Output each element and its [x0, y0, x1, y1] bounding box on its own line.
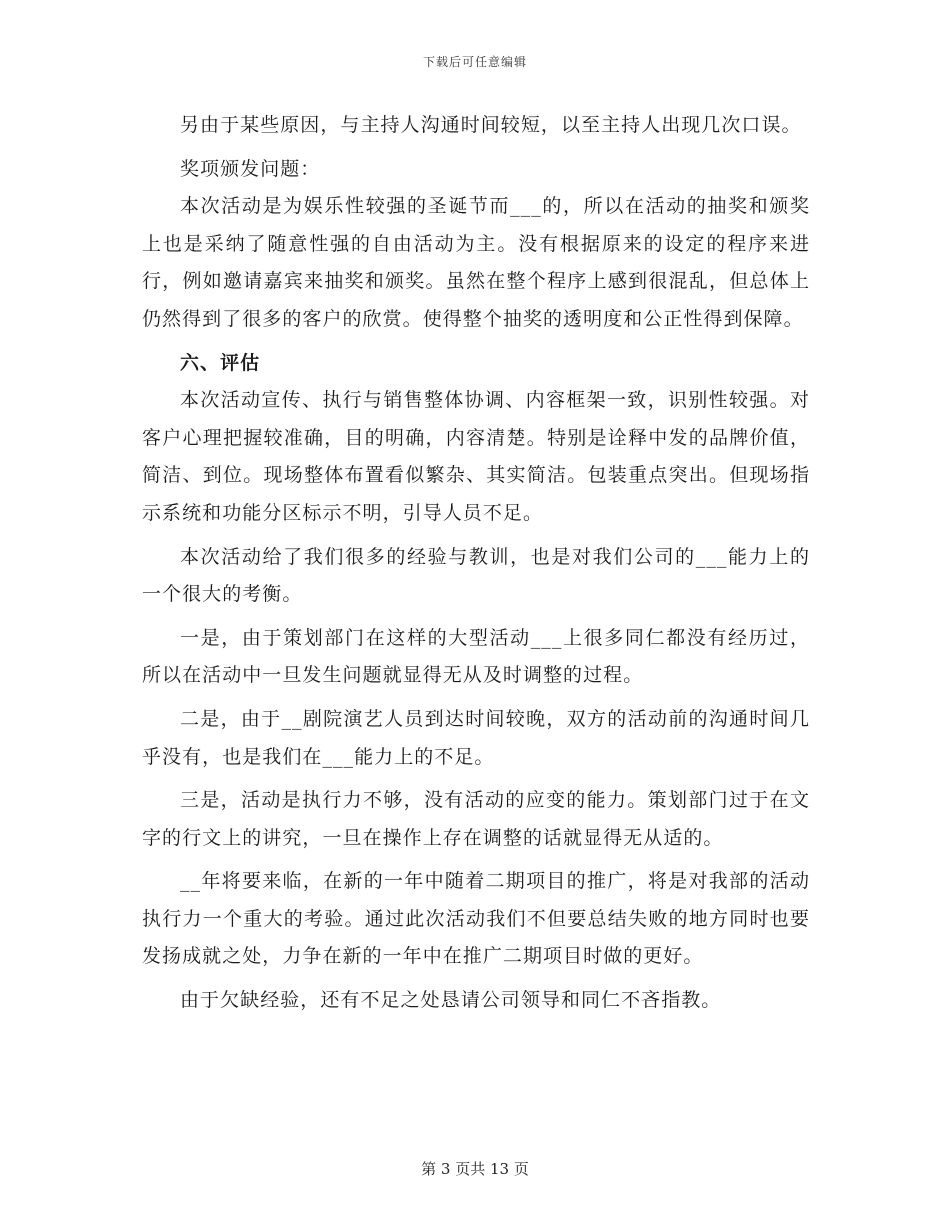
paragraph: __年将要来临，在新的一年中随着二期项目的推广，将是对我部的活动执行力一个重大的考验。通过此次活动我们不但要总结失败的地方同时也要发扬成就之处，力争在新的一年中在推广二期项目时做的更好。: [142, 870, 810, 968]
paragraph: 由于欠缺经验，还有不足之处恳请公司领导和同仁不吝指教。: [180, 989, 722, 1012]
paragraph: 本次活动给了我们很多的经验与教训，也是对我们公司的___能力上的一个很大的考衡。: [142, 545, 810, 606]
paragraph: 二是，由于__剧院演艺人员到达时间较晚，双方的活动前的沟通时间几乎没有，也是我们在___能力上的不足。: [142, 707, 810, 768]
page-number: 第 3 页共 13 页: [421, 1160, 529, 1178]
paragraph: 本次活动是为娱乐性较强的圣诞节而___的，所以在活动的抽奖和颁奖上也是采纳了随意性强的自由活动为主。没有根据原来的设定的程序来进行，例如邀请嘉宾来抽奖和颁奖。虽然在整个程序上感到很混乱，但总体上仍然得到了很多的客户的欣赏。使得整个抽奖的透明度和公正性得到保障。: [142, 195, 810, 330]
paragraph: 一是，由于策划部门在这样的大型活动___上很多同仁都没有经历过，所以在活动中一旦发生问题就显得无从及时调整的过程。: [142, 626, 810, 687]
paragraph: 另由于某些原因，与主持人沟通时间较短，以至主持人出现几次口误。: [180, 114, 802, 136]
paragraph: 三是，活动是执行力不够，没有活动的应变的能力。策划部门过于在文字的行文上的讲究，一旦在操作上存在调整的话就显得无从适的。: [142, 789, 810, 849]
document-body: [142, 107, 810, 1026]
section-heading: 六、评估: [180, 351, 261, 374]
paragraph: 本次活动宣传、执行与销售整体协调、内容框架一致，识别性较强。对客户心理把握较准确，目的明确，内容清楚。特别是诠释中发的品牌价值，简洁、到位。现场整体布置看似繁杂、其实简洁。包装重点突出。但现场指示系统和功能分区标示不明，引导人员不足。: [142, 389, 810, 524]
page-header-note: 下载后可任意编辑: [422, 55, 527, 69]
section-label: 奖项颁发问题：: [180, 157, 321, 180]
